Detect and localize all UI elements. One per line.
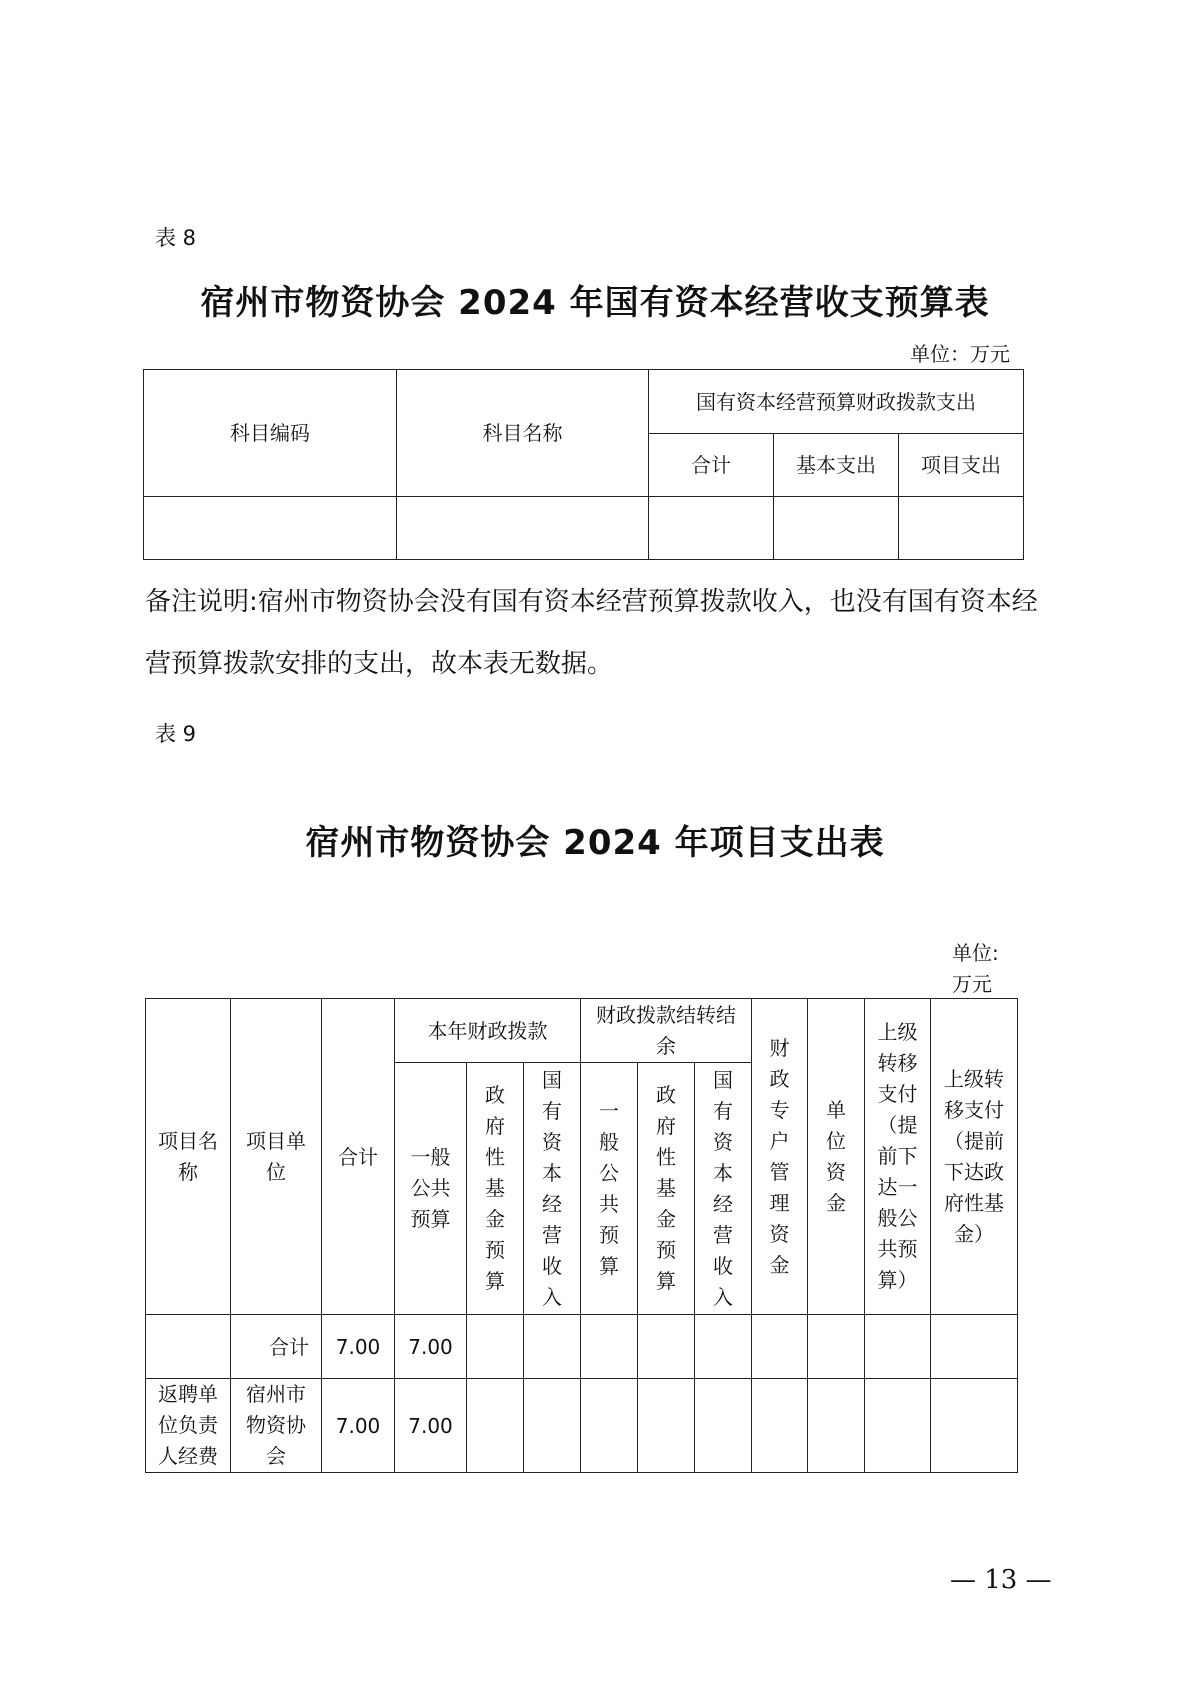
table9-header-carry-general: 一般公共预算 — [599, 1098, 620, 1278]
table8-cell — [899, 497, 1024, 560]
table8-title: 宿州市物资协会 2024 年国有资本经营收支预算表 — [200, 283, 990, 323]
table-row — [146, 1315, 1018, 1379]
table8 — [143, 369, 1024, 560]
table8-cell — [397, 497, 649, 560]
table9 — [145, 998, 1018, 1473]
table-row — [146, 1379, 1018, 1473]
table9-unit-line2: 万元 — [952, 972, 992, 996]
table8-header-total: 合计 — [649, 434, 774, 497]
table9-unit-line1: 单位: — [952, 941, 999, 965]
table9-row1-unit: 宿州市物资协会 — [246, 1382, 306, 1468]
table9-header-general-budget: 一般公共预算 — [410, 1145, 451, 1231]
table9-header-project-name: 项目名称 — [158, 1128, 218, 1184]
table9-row1-total: 7.00 — [322, 1379, 395, 1473]
table9-title: 宿州市物资协会 2024 年项目支出表 — [305, 823, 885, 863]
table9-header-current-year: 本年财政拨款 — [395, 999, 581, 1063]
table9-row1-name: 返聘单位负责人经费 — [158, 1382, 218, 1468]
table9-row0-general: 7.00 — [395, 1315, 467, 1379]
table8-unit: 单位：万元 — [910, 342, 1010, 366]
table8-header-group: 国有资本经营预算财政拨款支出 — [649, 370, 1024, 434]
table8-header-basic: 基本支出 — [774, 434, 899, 497]
table8-cell — [774, 497, 899, 560]
table9-row0-unit: 合计 — [231, 1315, 322, 1379]
table9-header-carryover: 财政拨款结转结余 — [596, 1002, 737, 1058]
table9-header-transfer-general: 上级转移支付（提前下达一般公共预算） — [877, 1020, 918, 1292]
table8-note: 备注说明:宿州市物资协会没有国有资本经营预算拨款收入，也没有国有资本经营预算拨款安排的支出，故本表无数据。 — [145, 587, 1038, 679]
table9-row0-total: 7.00 — [322, 1315, 395, 1379]
table9-header-project-unit: 项目单位 — [246, 1128, 306, 1184]
table8-cell — [649, 497, 774, 560]
table9-row1-general: 7.00 — [395, 1379, 467, 1473]
table9-header-carry-state-capital: 国有资本经营收入 — [713, 1067, 734, 1309]
table9-header-state-capital: 国有资本经营收入 — [542, 1067, 562, 1309]
table9-header-special-account: 财政专户管理资金 — [769, 1035, 790, 1277]
table8-header-project: 项目支出 — [899, 434, 1024, 497]
table9-header-carry-gov-fund: 政府性基金预算 — [656, 1083, 677, 1293]
table9-label: 表 9 — [155, 722, 197, 746]
table9-row0-name — [146, 1315, 231, 1379]
table9-header-transfer-fund: 上级转移支付（提前下达政府性基金） — [944, 1066, 1005, 1246]
table9-header-unit-funds: 单位资金 — [826, 1097, 847, 1215]
table9-header-total: 合计 — [322, 999, 395, 1315]
table8-label: 表 8 — [155, 226, 197, 250]
table9-header-gov-fund: 政府性基金预算 — [485, 1083, 505, 1293]
table8-cell — [144, 497, 397, 560]
table8-empty-row — [144, 497, 1024, 560]
table8-header-code: 科目编码 — [144, 370, 397, 497]
page-number: — 13 — — [950, 1565, 1052, 1595]
table8-header-name: 科目名称 — [397, 370, 649, 497]
